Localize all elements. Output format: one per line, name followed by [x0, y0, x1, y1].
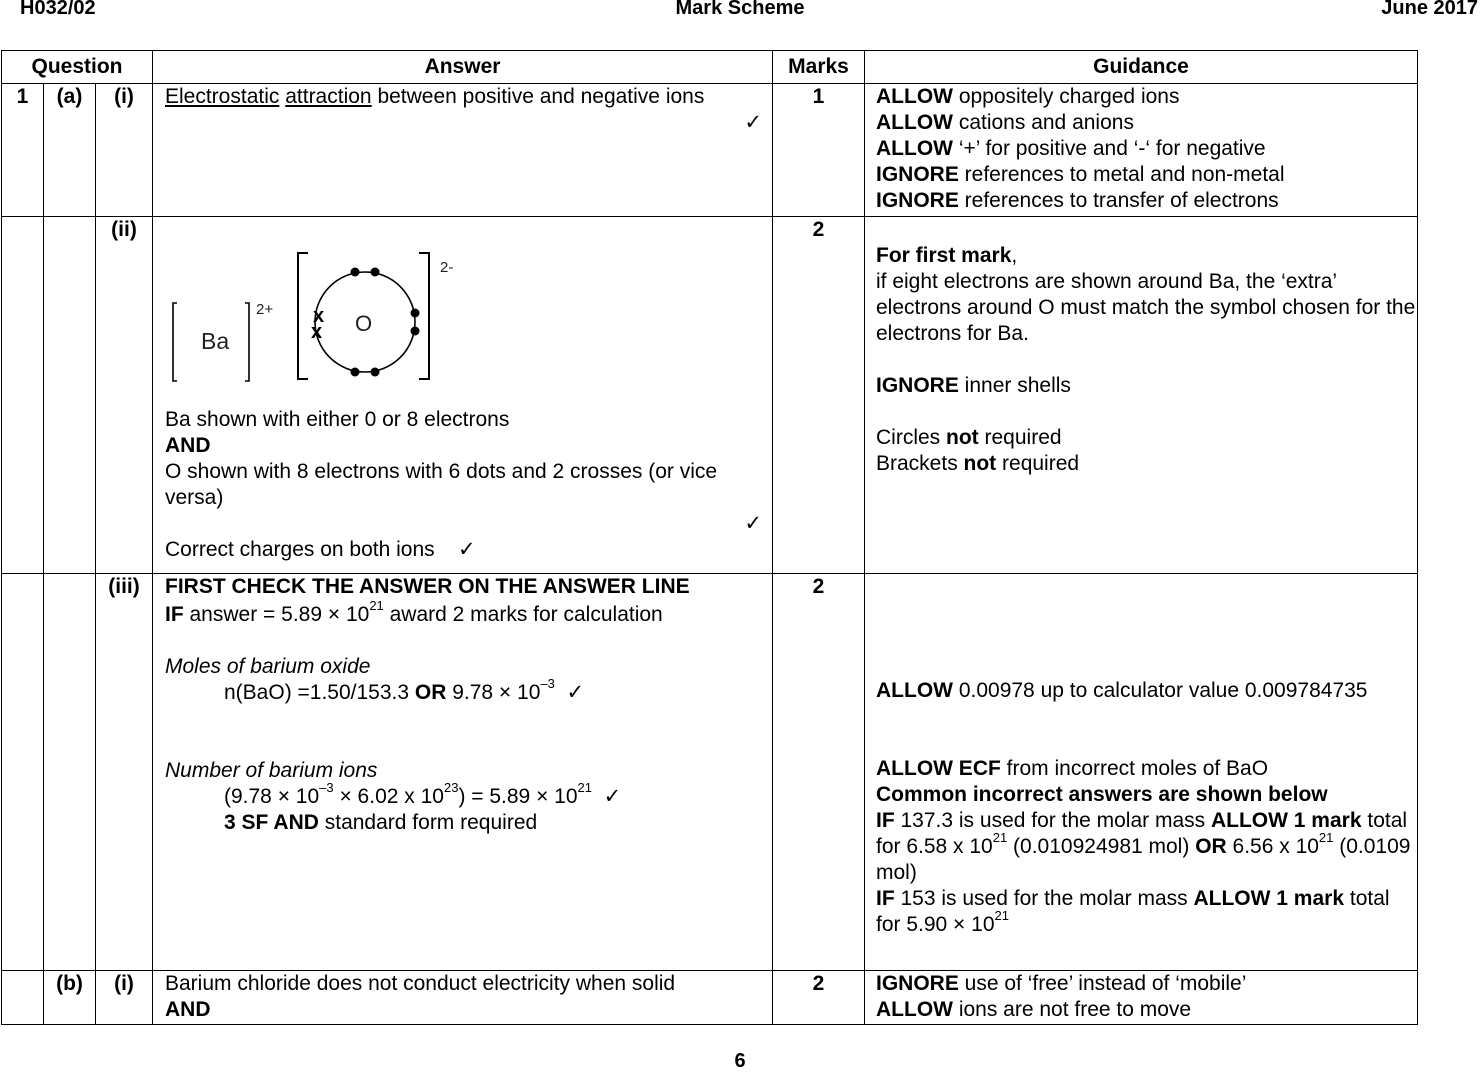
- answer-text: O shown with 8 electrons with 6 dots and 2 crosses (or vice versa): [165, 460, 718, 509]
- tick-mark: ✓: [744, 111, 762, 134]
- question-sub: (i): [96, 84, 153, 217]
- tick-mark: ✓: [603, 785, 622, 808]
- answer-cell: [153, 574, 773, 971]
- answer-text: IF answer = $5.89 \times 10^{21}$ award 2 marks for calculation: [165, 598, 663, 626]
- answer-first-check: FIRST CHECK THE ANSWER ON THE ANSWER LINE: [165, 575, 690, 598]
- answer-cell: [153, 217, 773, 574]
- marks-cell: 2: [773, 971, 865, 1025]
- question-sub: (ii): [96, 217, 153, 574]
- col-answer: Answer: [153, 51, 773, 84]
- guidance-line: ALLOW ECF from incorrect moles of BaO: [876, 757, 1269, 780]
- guidance-line: IGNORE use of ‘free’ instead of ‘mobile’: [876, 972, 1247, 995]
- o-symbol: O: [355, 311, 373, 336]
- guidance-line: IF 153 is used for the molar mass ALLOW 1 mark total for $5.90 \times 10^{21}$: [876, 887, 1390, 936]
- guidance-cell: [865, 84, 1418, 217]
- question-part: (a): [44, 84, 96, 217]
- ba-charge: 2+: [256, 301, 274, 318]
- page-number: 6: [734, 1050, 746, 1072]
- electron-dot: [411, 327, 420, 336]
- guidance-line: IGNORE inner shells: [876, 374, 1071, 397]
- table-row: [2, 217, 1418, 574]
- header-date: June 2017: [1381, 0, 1478, 19]
- question-part: (b): [44, 971, 96, 1025]
- electron-dot: [371, 268, 380, 277]
- guidance-cell: [865, 217, 1418, 574]
- guidance-line: ALLOW 0.00978 up to calculator value 0.009784735: [876, 679, 1368, 702]
- tick-mark: ✓: [566, 681, 585, 704]
- answer-text: Ba shown with either 0 or 8 electrons: [165, 408, 510, 431]
- table-row: [2, 84, 1418, 217]
- guidance-cell: [865, 971, 1418, 1025]
- answer-text: n(BaO) =1.50/153.3 OR $9.78 \times 10^{-3}$ ✓: [224, 676, 585, 704]
- guidance-line: For first mark,: [876, 244, 1018, 267]
- electron-cross: x: [313, 305, 325, 327]
- tick-mark: ✓: [744, 512, 762, 535]
- question-number: 1: [2, 84, 44, 217]
- header-title: Mark Scheme: [675, 0, 805, 19]
- bao-dot-cross-svg: [165, 217, 485, 407]
- electron-dot: [351, 368, 360, 377]
- table-row: [2, 971, 1418, 1025]
- table-row: [2, 574, 1418, 971]
- answer-text: ($9.78 \times 10^{-3} \times 6.02$ x $10^{23}) = 5.89 \times 10^{21}$ ✓: [224, 780, 622, 808]
- answer-cell: [153, 971, 773, 1025]
- guidance-line: IGNORE references to transfer of electrons: [876, 189, 1279, 212]
- electron-cross: x: [311, 321, 323, 343]
- answer-subtitle: Number of barium ions: [165, 759, 378, 782]
- guidance-cell: [865, 574, 1418, 971]
- ba-symbol: Ba: [201, 328, 230, 354]
- guidance-line: ALLOW ions are not free to move: [876, 998, 1192, 1021]
- answer-cell: [153, 84, 773, 217]
- answer-subtitle: Moles of barium oxide: [165, 655, 371, 678]
- tick-mark: ✓: [458, 538, 476, 561]
- col-question: Question: [2, 51, 153, 84]
- electron-dot: [411, 309, 420, 318]
- col-guidance: Guidance: [865, 51, 1418, 84]
- electron-dot: [351, 268, 360, 277]
- answer-text: Barium chloride does not conduct electricity when solid: [165, 972, 676, 995]
- o-charge: 2-: [440, 259, 454, 276]
- guidance-line: IF 137.3 is used for the molar mass ALLOW 1 mark total for 6.58 x $10^{21}$ (0.010924981 mol) OR 6.56 x $10^{21}$ (0.0109 mol): [876, 809, 1411, 884]
- guidance-line: Circles not required: [876, 426, 1062, 449]
- marks-cell: 1: [773, 84, 865, 217]
- mark-scheme-table: [1, 50, 1418, 1025]
- answer-text: 3 SF AND standard form required: [224, 811, 538, 834]
- guidance-line: if eight electrons are shown around Ba, the ‘extra’ electrons around O must match the symbol chosen for the electrons for Ba.: [876, 270, 1416, 345]
- question-sub: (i): [96, 971, 153, 1025]
- guidance-line: ALLOW ‘+’ for positive and ‘-‘ for negative: [876, 137, 1266, 160]
- guidance-line: Brackets not required: [876, 452, 1080, 475]
- dot-cross-diagram: [165, 217, 764, 407]
- electron-dot: [371, 368, 380, 377]
- answer-text: between positive and negative ions: [371, 85, 705, 108]
- answer-and: AND: [165, 434, 211, 457]
- guidance-line: Common incorrect answers are shown below: [876, 783, 1328, 806]
- marks-cell: 2: [773, 217, 865, 574]
- guidance-line: IGNORE references to metal and non-metal: [876, 163, 1285, 186]
- marks-cell: 2: [773, 574, 865, 971]
- guidance-line: ALLOW cations and anions: [876, 111, 1134, 134]
- guidance-line: ALLOW oppositely charged ions: [876, 85, 1180, 108]
- answer-underlined-1: Electrostatic: [165, 85, 280, 108]
- answer-text: Correct charges on both ions ✓: [165, 538, 476, 561]
- answer-underlined-2: attraction: [285, 85, 372, 108]
- question-sub: (iii): [96, 574, 153, 971]
- header-code: H032/02: [20, 0, 96, 19]
- table-header-row: [2, 51, 1418, 84]
- col-marks: Marks: [773, 51, 865, 84]
- answer-and: AND: [165, 998, 211, 1021]
